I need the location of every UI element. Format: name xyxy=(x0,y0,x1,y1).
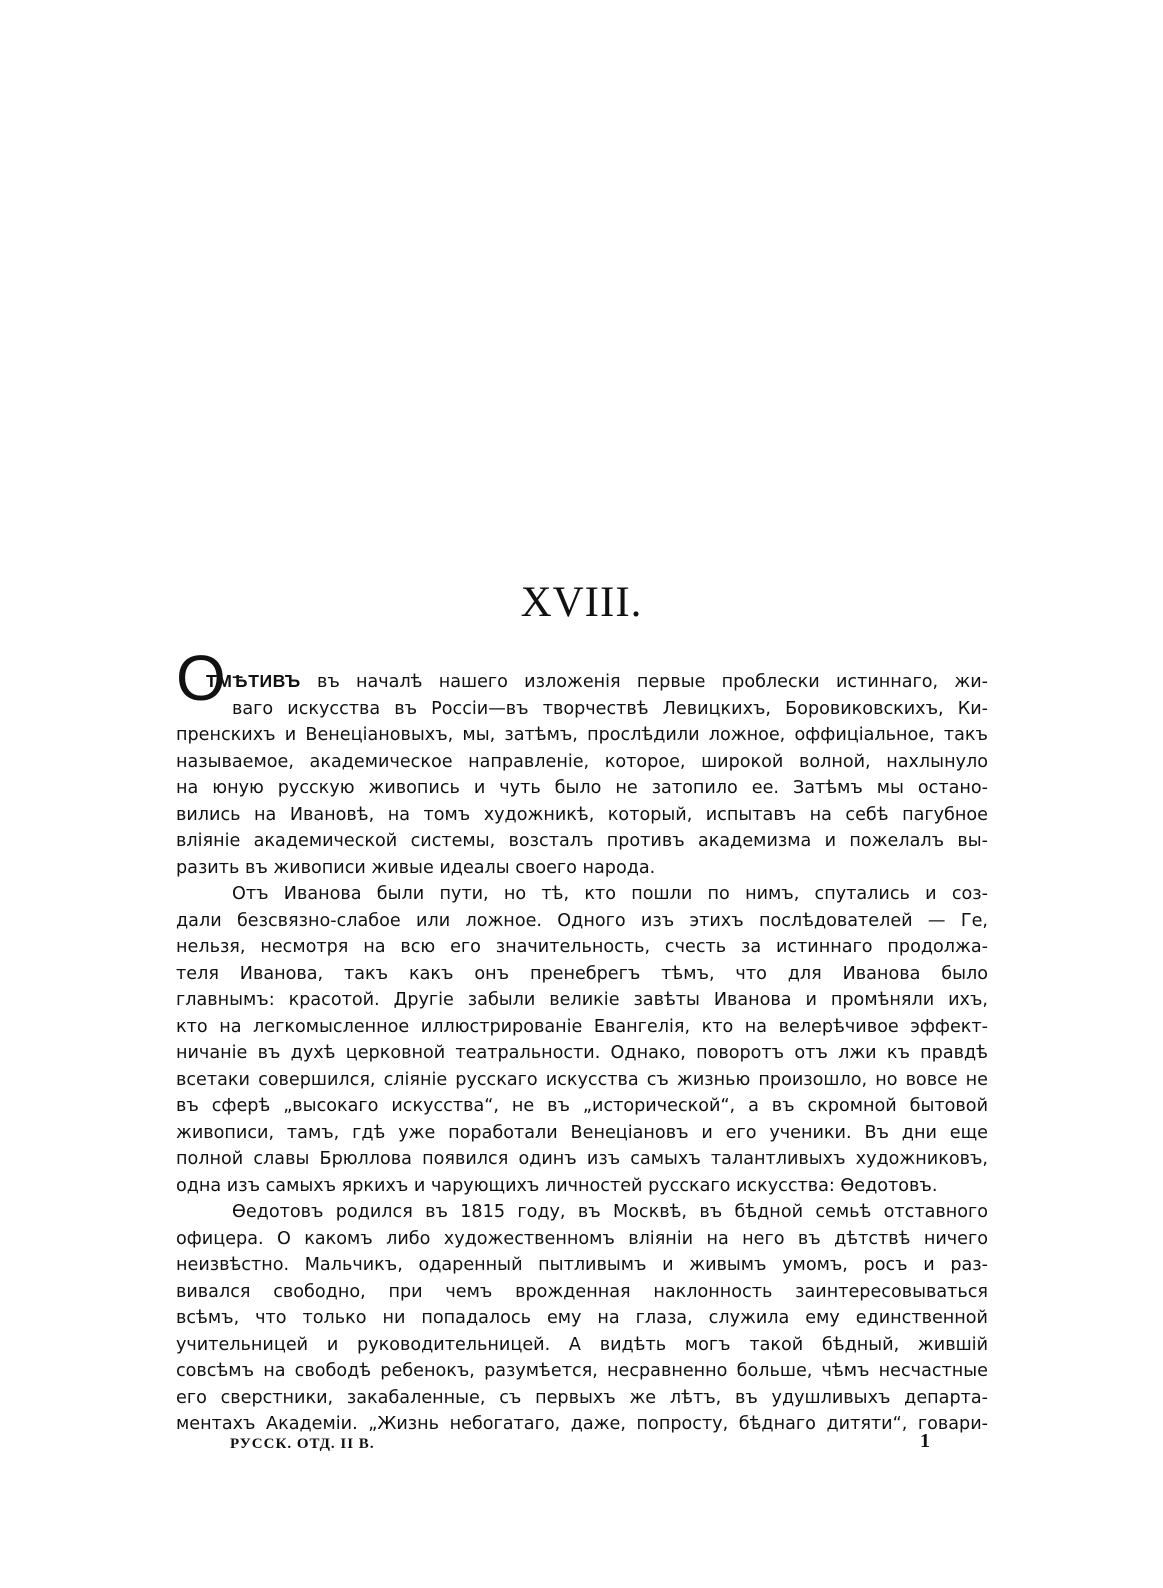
paragraph-start: Ѳедотовъ родился въ 1815 году, въ Москвѣ, въ бѣдной семьѣ отставного xyxy=(232,1202,988,1222)
drop-cap: О xyxy=(176,642,226,714)
text-line: совсѣмъ на свободѣ ребенокъ, разумѣется, несравненно больше, чѣмъ несчастные xyxy=(176,1361,988,1381)
text-line: одна изъ самыхъ яркихъ и чарующихъ личностей русскаго искусства: Ѳедотовъ. xyxy=(176,1175,938,1196)
chapter-heading: XVIII. xyxy=(520,579,643,626)
text-line: вились на Ивановѣ, на томъ художникѣ, который, испытавъ на себѣ пагубное xyxy=(176,804,988,825)
text-line: живописи, тамъ, гдѣ уже поработали Венеціановъ и его ученики. Въ дни еще xyxy=(176,1122,988,1143)
text-line: неизвѣстно. Мальчикъ, одаренный пытливымъ и живымъ умомъ, росъ и раз- xyxy=(176,1255,988,1275)
text-line: вліяніе академической системы, возсталъ противъ академизма и пожелалъ вы- xyxy=(176,831,988,851)
text-line: ничаніе въ духѣ церковной театральности. Однако, поворотъ отъ лжи къ правдѣ xyxy=(176,1043,988,1063)
text-line: кто на легкомысленное иллюстрированіе Евангелія, кто на велерѣчивое эффект- xyxy=(176,1016,988,1037)
text-line: полной славы Брюллова появился одинъ изъ самыхъ талантливыхъ художниковъ, xyxy=(176,1149,988,1169)
text-line: вивался свободно, при чемъ врожденная наклонность заинтересовываться xyxy=(176,1281,988,1302)
text-line: на юную русскую живопись и чуть было не затопило ее. Затѣмъ мы остано- xyxy=(176,778,988,798)
text-line: всетаки совершился, сліяніе русскаго искусства съ жизнью произошло, но вовсе не xyxy=(176,1069,988,1090)
text-line: въ сферѣ „высокаго искусства“, не въ „исторической“, а въ скромной бытовой xyxy=(176,1096,988,1116)
text-line: всѣмъ, что только ни попадалось ему на глаза, служила ему единственной xyxy=(176,1308,988,1328)
opening-word: ТМѢТИВЪ xyxy=(206,671,301,691)
text-line-1: О ТМѢТИВЪ въ началѣ нашего изложенія первые проблески истиннаго, жи- xyxy=(176,642,988,714)
text-line: пренскихъ и Венеціановыхъ, мы, затѣмъ, прослѣдили ложное, оффиціальное, такъ xyxy=(176,725,988,745)
text-line: главнымъ: красотой. Другіе забыли великіе завѣты Иванова и промѣняли ихъ, xyxy=(176,990,988,1010)
text-line: ваго искусства въ Россіи—въ творчествѣ Левицкихъ, Боровиковскихъ, Ки- xyxy=(232,698,988,719)
text-line: учительницей и руководительницей. А видѣть могъ такой бѣдный, жившій xyxy=(176,1334,988,1355)
text-line: офицера. О какомъ либо художественномъ вліяніи на него въ дѣтствѣ ничего xyxy=(176,1228,988,1249)
paragraph-start: Отъ Иванова были пути, но тѣ, кто пошли по нимъ, спутались и соз- xyxy=(232,884,988,904)
page-number: 1 xyxy=(920,1430,930,1452)
text-line: ментахъ Академіи. „Жизнь небогатаго, даже, попросту, бѣднаго дитяти“, говари- xyxy=(176,1414,988,1434)
text-line: разить въ живописи живые идеалы своего народа. xyxy=(176,857,656,878)
text-line: нельзя, несмотря на всю его значительность, счесть за истиннаго продолжа- xyxy=(176,937,988,957)
body-text xyxy=(176,642,988,1438)
printer-signature: РУССК. ОТД. II В. xyxy=(230,1436,375,1452)
text-line: его сверстники, закабаленные, съ первыхъ же лѣтъ, въ удушливыхъ департа- xyxy=(176,1387,988,1408)
text-line: теля Иванова, такъ какъ онъ пренебрегъ тѣмъ, что для Иванова было xyxy=(176,963,988,984)
text-line: называемое, академическое направленіе, которое, широкой волной, нахлынуло xyxy=(176,751,988,772)
text-line: дали безсвязно-слабое или ложное. Одного изъ этихъ послѣдователей — Ге, xyxy=(176,910,988,931)
